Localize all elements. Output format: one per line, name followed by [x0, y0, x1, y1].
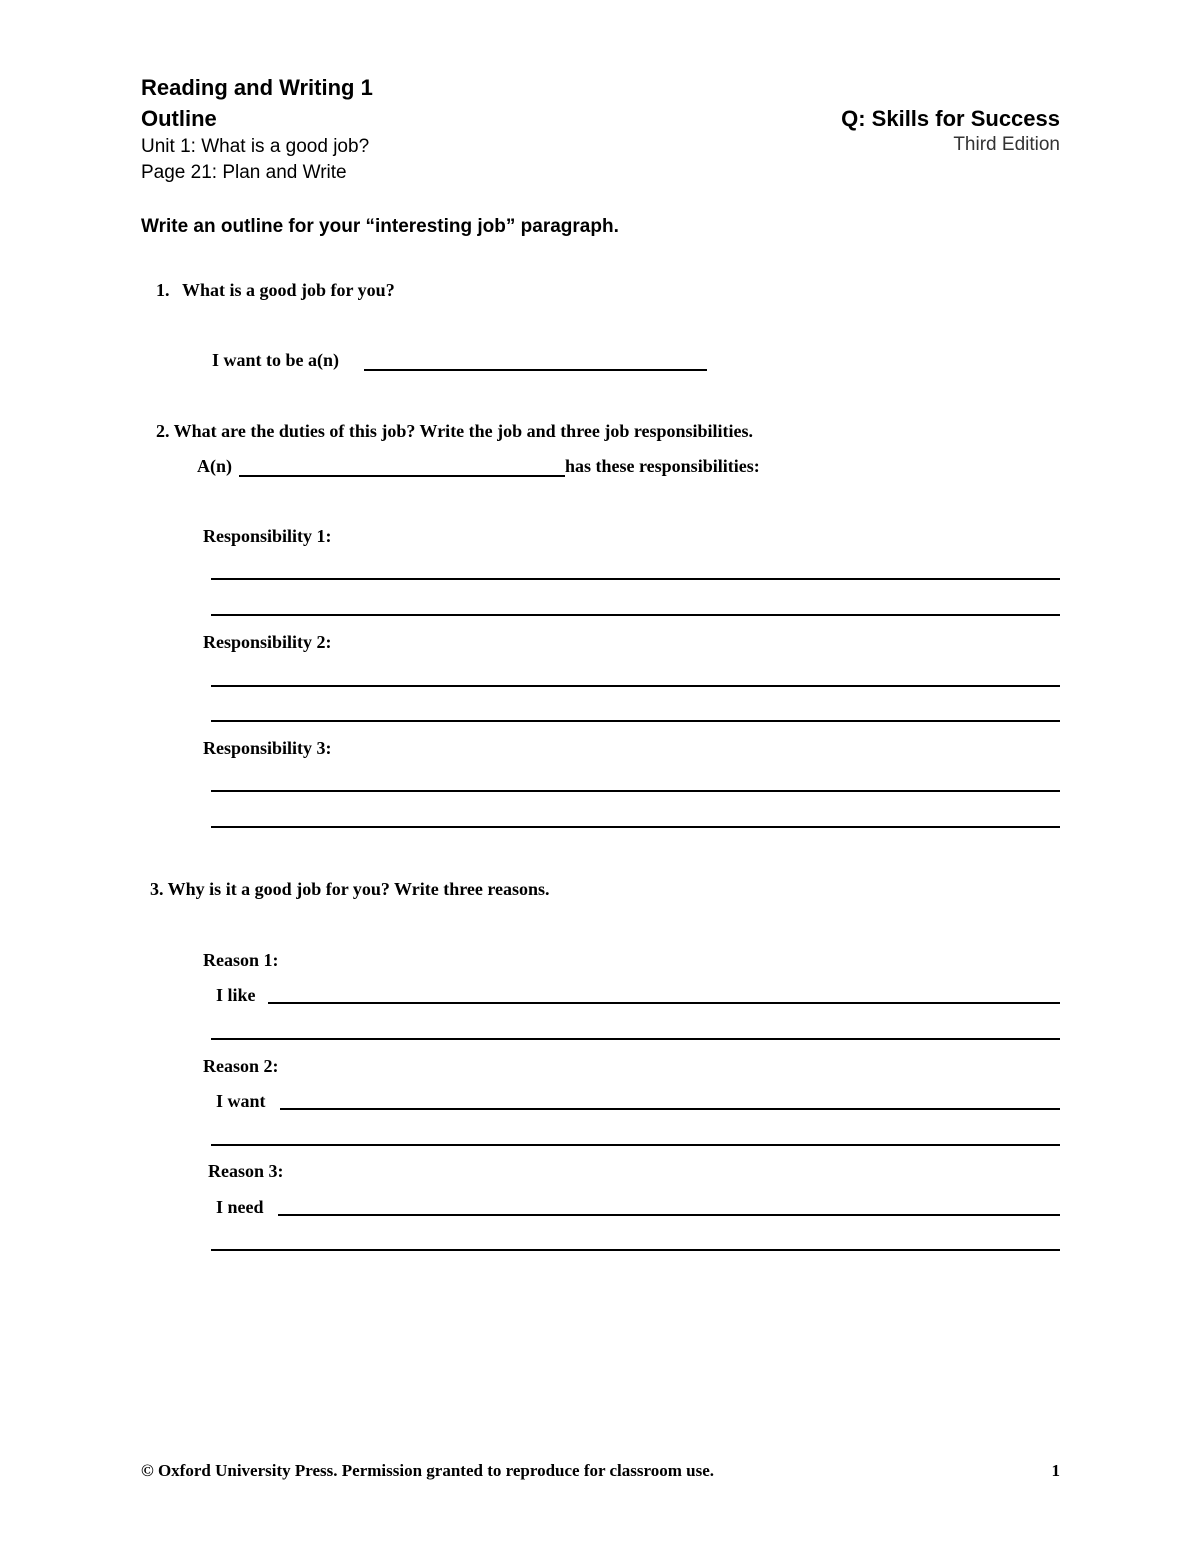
question-3-text: 3. Why is it a good job for you? Write three reasons.: [150, 879, 550, 899]
reason-3-label: Reason 3:: [208, 1161, 284, 1181]
question-2-text: 2. What are the duties of this job? Write the job and three job responsibilities.: [156, 421, 754, 441]
answer-line-job[interactable]: [364, 369, 707, 371]
answer-line-job-name[interactable]: [239, 475, 565, 477]
page-reference: Page 21: Plan and Write: [141, 162, 347, 183]
question-1-prompt: I want to be a(n): [212, 350, 340, 370]
responsibility-1-line-2[interactable]: [211, 614, 1060, 616]
responsibility-3-label: Responsibility 3:: [203, 738, 332, 758]
question-1-text: What is a good job for you?: [182, 280, 395, 300]
responsibility-2-label: Responsibility 2:: [203, 632, 332, 652]
question-2-prefix: A(n): [197, 456, 232, 476]
reason-1-starter: I like: [216, 985, 256, 1005]
series-title: Q: Skills for Success: [841, 106, 1060, 131]
course-title: Reading and Writing 1: [141, 75, 373, 100]
page-number: 1: [1051, 1461, 1060, 1480]
instruction-text: Write an outline for your “interesting job” paragraph.: [141, 216, 619, 237]
reason-3-starter: I need: [216, 1197, 264, 1217]
reason-1-line-1[interactable]: [268, 1002, 1060, 1004]
reason-2-line-2[interactable]: [211, 1144, 1060, 1146]
document-type: Outline: [141, 106, 217, 131]
reason-3-line-1[interactable]: [278, 1214, 1060, 1216]
reason-1-line-2[interactable]: [211, 1038, 1060, 1040]
responsibility-2-line-2[interactable]: [211, 720, 1060, 722]
reason-2-label: Reason 2:: [203, 1056, 279, 1076]
question-2-suffix: has these responsibilities:: [565, 456, 760, 476]
responsibility-2-line-1[interactable]: [211, 685, 1060, 687]
responsibility-3-line-2[interactable]: [211, 826, 1060, 828]
reason-1-label: Reason 1:: [203, 950, 279, 970]
edition-label: Third Edition: [953, 134, 1060, 155]
unit-title: Unit 1: What is a good job?: [141, 136, 370, 157]
responsibility-3-line-1[interactable]: [211, 790, 1060, 792]
question-1-number: 1.: [156, 280, 170, 300]
responsibility-1-line-1[interactable]: [211, 578, 1060, 580]
reason-3-line-2[interactable]: [211, 1249, 1060, 1251]
responsibility-1-label: Responsibility 1:: [203, 526, 332, 546]
reason-2-line-1[interactable]: [280, 1108, 1060, 1110]
reason-2-starter: I want: [216, 1091, 266, 1111]
copyright-notice: © Oxford University Press. Permission granted to reproduce for classroom use.: [141, 1461, 715, 1480]
